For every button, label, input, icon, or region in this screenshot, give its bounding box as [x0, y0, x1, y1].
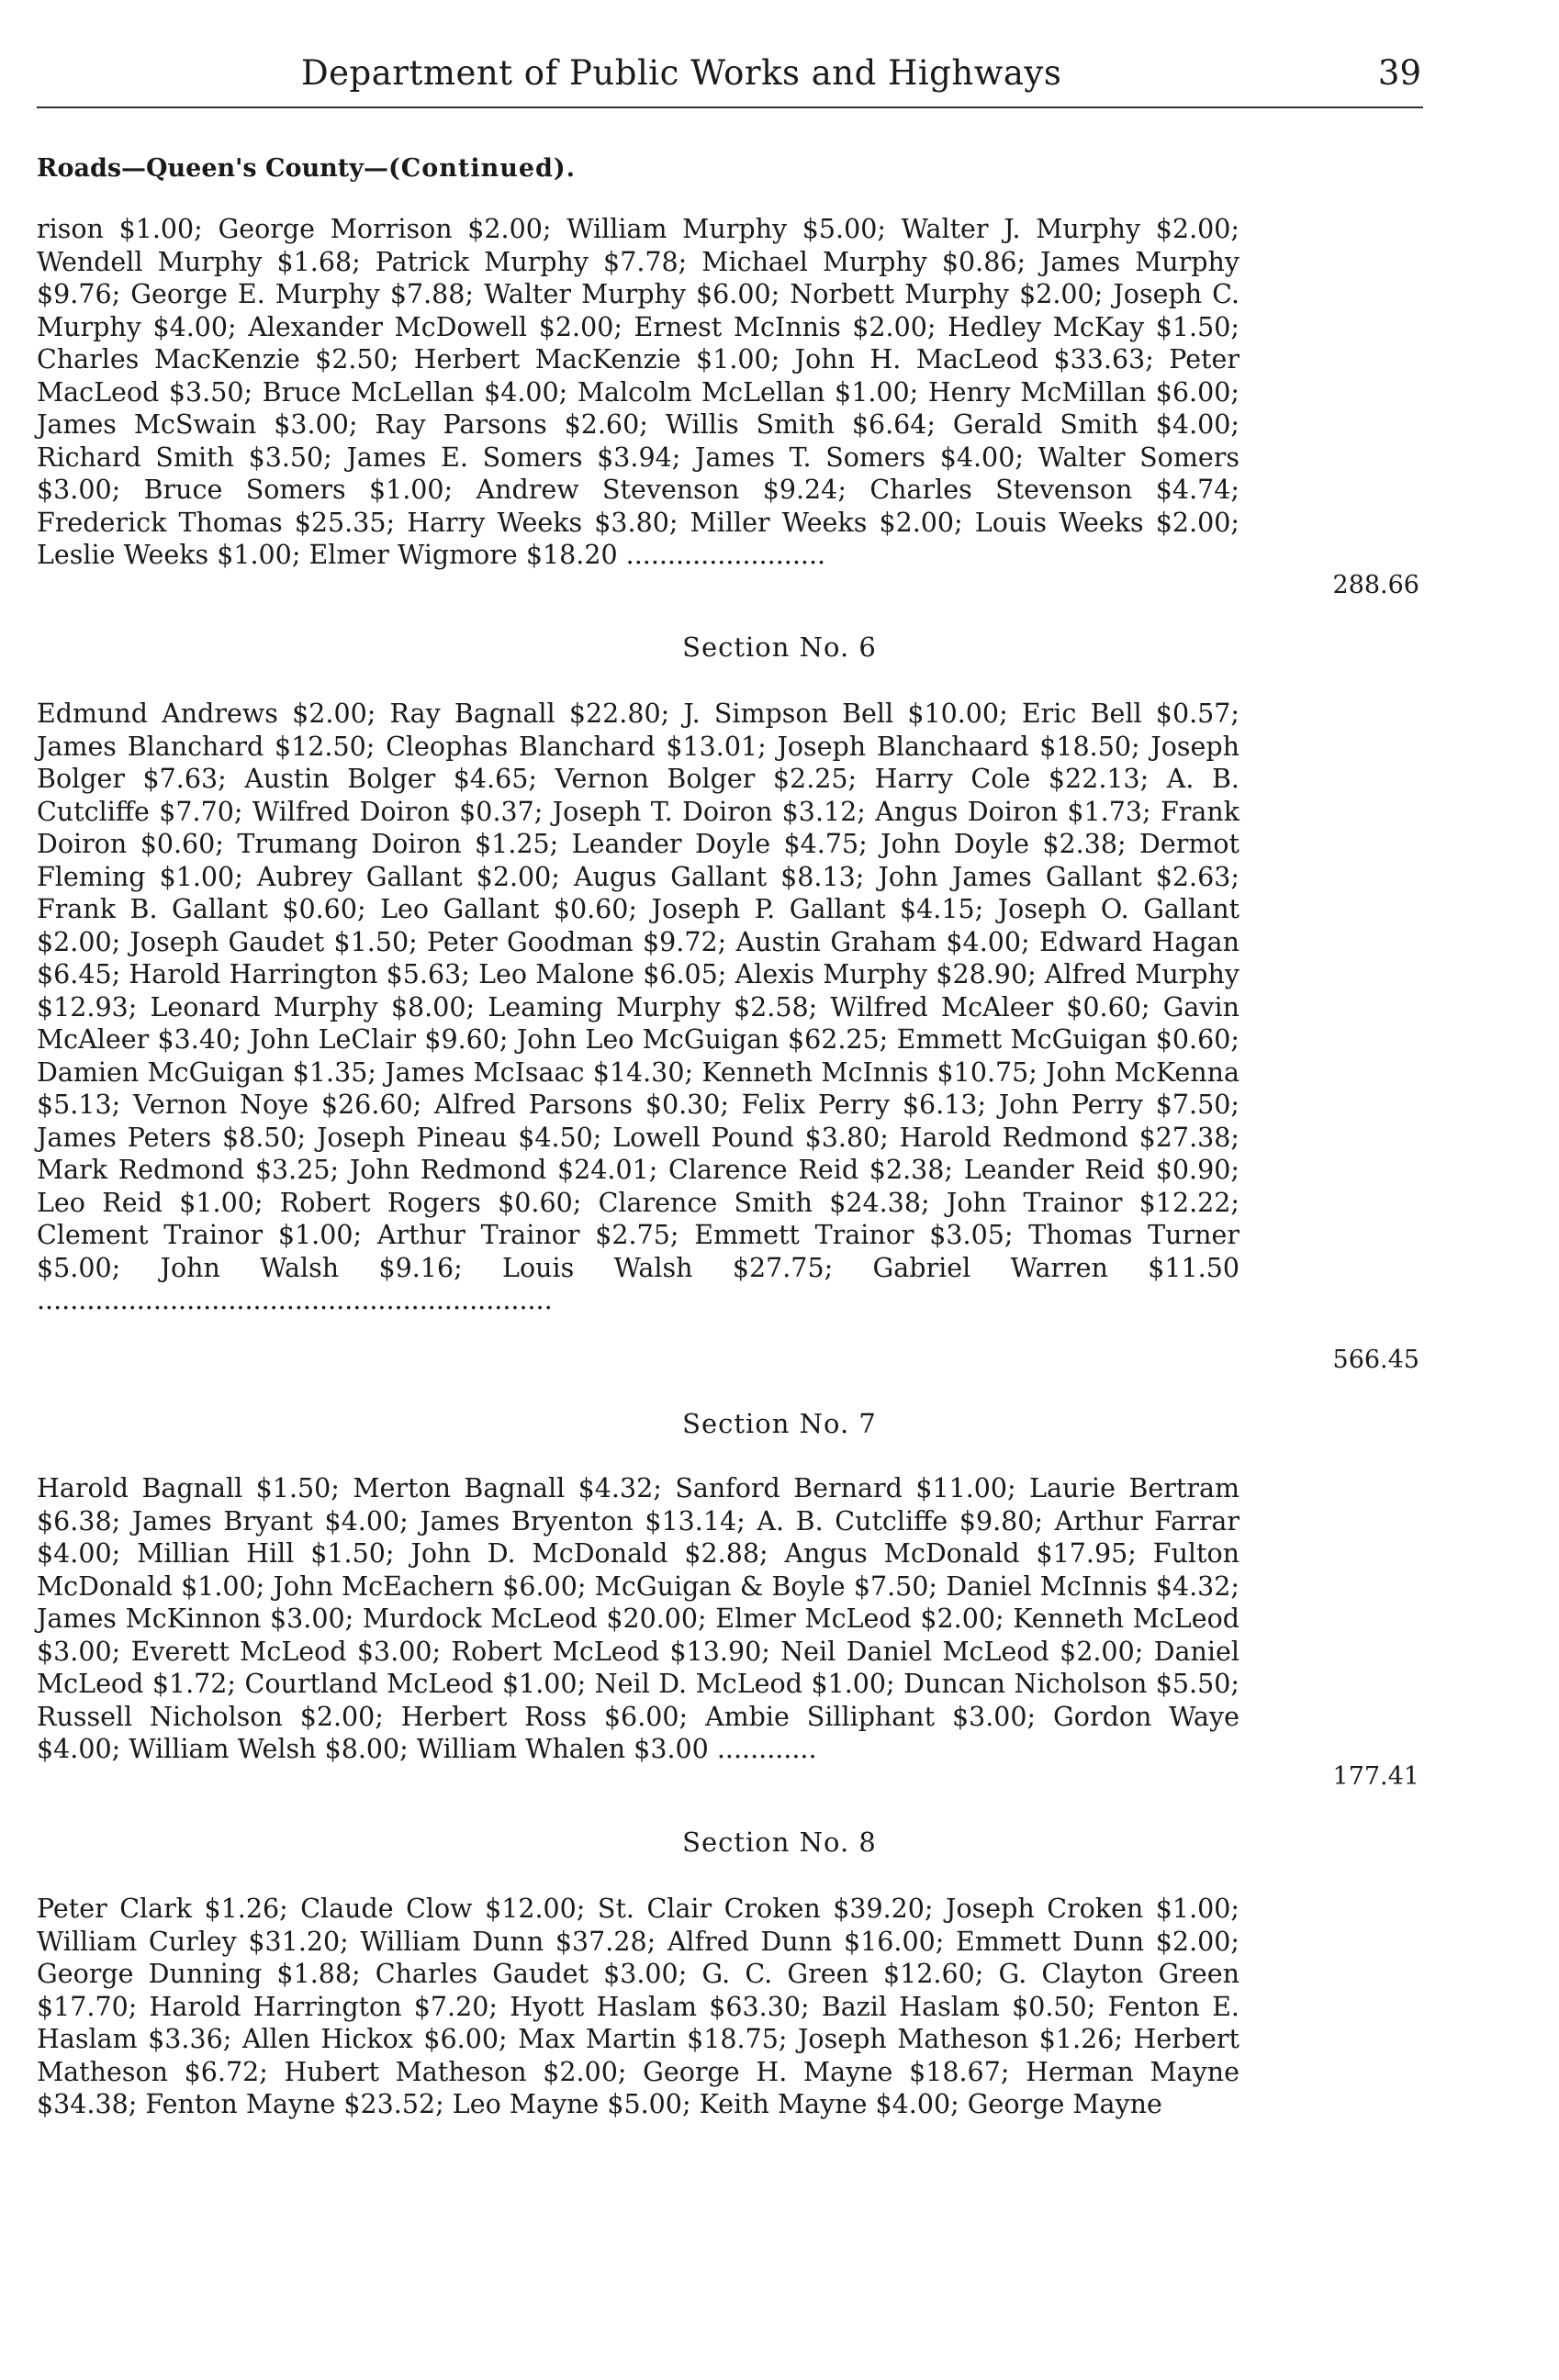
- paragraph-section-8: Peter Clark $1.26; Claude Clow $12.00; St. Clair Croken $39.20; Joseph Croken $1.00; William Curley $31.20; William Dunn $37.28; Alfred Dunn $16.00; Emmett Dunn $2.00; George Dunning $1.88; Charles Gaudet $3.00; G. C. Green $12.60; G. Clayton Green $17.70; Harold Harrington $7.20; Hyott Haslam $63.30; Bazil Haslam $0.50; Fenton E. Haslam $3.36; Allen Hickox $6.00; Max Martin $18.75; Joseph Matheson $1.26; Herbert Matheson $6.72; Hubert Matheson $2.00; George H. Mayne $18.67; Herman Mayne $34.38; Fenton Mayne $23.52; Leo Mayne $5.00; Keith Mayne $4.00; George Mayne: [37, 1894, 1239, 2119]
- page-number: 39: [1377, 53, 1421, 93]
- subheading-label: Roads—Queen's County—: [37, 154, 388, 183]
- page-title: Department of Public Works and Highways: [301, 53, 1062, 93]
- section-heading-8: Section No. 8: [682, 1827, 877, 1858]
- subheading: [37, 154, 576, 183]
- header-rule: [37, 106, 1423, 108]
- paragraph-section-7: Harold Bagnall $1.50; Merton Bagnall $4.32; Sanford Bernard $11.00; Laurie Bertram $6.38; James Bryant $4.00; James Bryenton $13.14; A. B. Cutcliffe $9.80; Arthur Farrar $4.00; Millian Hill $1.50; John D. McDonald $2.88; Angus McDonald $17.95; Fulton McDonald $1.00; John McEachern $6.00; McGuigan & Boyle $7.50; Daniel McInnis $4.32; James McKinnon $3.00; Murdock McLeod $20.00; Elmer McLeod $2.00; Kenneth McLeod $3.00; Everett McLeod $3.00; Robert McLeod $13.90; Neil Daniel McLeod $2.00; Daniel McLeod $1.72; Courtland McLeod $1.00; Neil D. McLeod $1.00; Duncan Nicholson $5.50; Russell Nicholson $2.00; Herbert Ross $6.00; Ambie Silliphant $3.00; Gordon Waye $4.00; William Welsh $8.00; William Whalen $3.00 ............: [37, 1473, 1239, 1764]
- section-heading-6: Section No. 6: [682, 631, 877, 663]
- subheading-continued: (Continued).: [387, 154, 577, 183]
- paragraph-section-6: Edmund Andrews $2.00; Ray Bagnall $22.80; J. Simpson Bell $10.00; Eric Bell $0.57; James Blanchard $12.50; Cleophas Blanchard $13.01; Joseph Blanchaard $18.50; Joseph Bolger $7.63; Austin Bolger $4.65; Vernon Bolger $2.25; Harry Cole $22.13; A. B. Cutcliffe $7.70; Wilfred Doiron $0.37; Joseph T. Doiron $3.12; Angus Doiron $1.73; Frank Doiron $0.60; Trumang Doiron $1.25; Leander Doyle $4.75; John Doyle $2.38; Dermot Fleming $1.00; Aubrey Gallant $2.00; Augus Gallant $8.13; John James Gallant $2.63; Frank B. Gallant $0.60; Leo Gallant $0.60; Joseph P. Gallant $4.15; Joseph O. Gallant $2.00; Joseph Gaudet $1.50; Peter Goodman $9.72; Austin Graham $4.00; Edward Hagan $6.45; Harold Harrington $5.63; Leo Malone $6.05; Alexis Murphy $28.90; Alfred Murphy $12.93; Leonard Murphy $8.00; Leaming Murphy $2.58; Wilfred McAleer $0.60; Gavin McAleer $3.40; John LeClair $9.60; John Leo McGuigan $62.25; Emmett McGuigan $0.60; Damien McGuigan $1.35; James McIsaac $14.30; Kenneth McInnis $10.75; John McKenna $5.13; Vernon Noye $26.60; Alfred Parsons $0.30; Felix Perry $6.13; John Perry $7.50; James Peters $8.50; Joseph Pineau $4.50; Lowell Pound $3.80; Harold Redmond $27.38; Mark Redmond $3.25; John Redmond $24.01; Clarence Reid $2.38; Leander Reid $0.90; Leo Reid $1.00; Robert Rogers $0.60; Clarence Smith $24.38; John Trainor $12.22; Clement Trainor $1.00; Arthur Trainor $2.75; Emmett Trainor $3.05; Thomas Turner $5.00; John Walsh $9.16; Louis Walsh $27.75; Gabriel Warren $11.50 ..............................................................: [37, 698, 1239, 1315]
- section-heading-7: Section No. 7: [682, 1408, 877, 1439]
- section-total: 566.45: [1332, 1346, 1419, 1374]
- page-header: [35, 53, 1421, 99]
- section-total: 288.66: [1332, 571, 1419, 599]
- section-total: 177.41: [1332, 1762, 1419, 1791]
- paragraph-continuation: rison $1.00; George Morrison $2.00; William Murphy $5.00; Walter J. Murphy $2.00; Wendell Murphy $1.68; Patrick Murphy $7.78; Michael Murphy $0.86; James Murphy $9.76; George E. Murphy $7.88; Walter Murphy $6.00; Norbett Murphy $2.00; Joseph C. Murphy $4.00; Alexander McDowell $2.00; Ernest McInnis $2.00; Hedley McKay $1.50; Charles MacKenzie $2.50; Herbert MacKenzie $1.00; John H. MacLeod $33.63; Peter MacLeod $3.50; Bruce McLellan $4.00; Malcolm McLellan $1.00; Henry McMillan $6.00; James McSwain $3.00; Ray Parsons $2.60; Willis Smith $6.64; Gerald Smith $4.00; Richard Smith $3.50; James E. Somers $3.94; James T. Somers $4.00; Walter Somers $3.00; Bruce Somers $1.00; Andrew Stevenson $9.24; Charles Stevenson $4.74; Frederick Thomas $25.35; Harry Weeks $3.80; Miller Weeks $2.00; Louis Weeks $2.00; Leslie Weeks $1.00; Elmer Wigmore $18.20 ........................: [37, 214, 1239, 570]
